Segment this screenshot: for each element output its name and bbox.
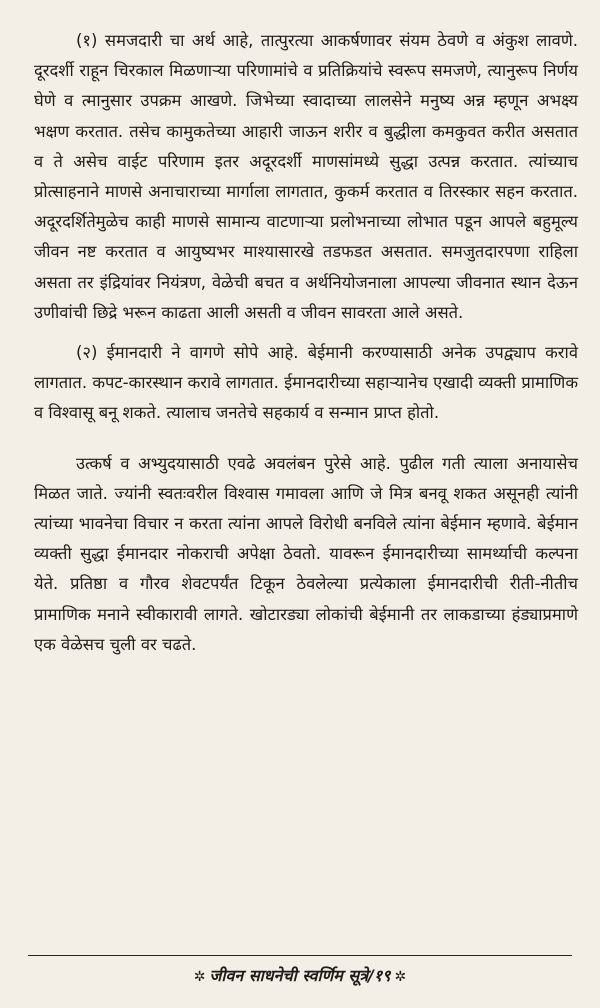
paragraph-imandari: (२) ईमानदारी ने वागणे सोपे आहे. बेईमानी करण्यासाठी अनेक उपद्व्याप करावे लागतात. कपट-कारस्थान करावे लागतात. ईमानदारीच्या सहाऱ्यानेच एखादी व्यक्ती प्रामाणिक व विश्वासू बनू शकते. त्यालाच जनतेचे सहकार्य व सन्मान प्राप्त होतो.: [34, 343, 578, 423]
footer-divider: [28, 955, 572, 956]
paragraph-utkarsh: उत्कर्ष व अभ्युदयासाठी एवढे अवलंबन पुरेसे आहे. पुढील गती त्याला अनायासेच मिळत जाते. ज्यांनी स्वतःवरील विश्वास गमावला आणि जे मित्र बनवू शकत असूनही त्यांनी त्यांच्या भावनेचा विचार न करता त्यांना आपले विरोधी बनविले त्यांना बेईमान म्हणावे. बेईमान व्यक्ती सुद्धा ईमानदार नोकराची अपेक्षा ठेवतो. यावरून ईमानदारीच्या सामर्थ्याची कल्पना येते. प्रतिष्ठा व गौरव शेवटपर्यंत टिकून ठेवलेल्या प्रत्येकाला ईमानदारीची रीती-नीतीच प्रामाणिक मनाने स्वीकारावी लागते. खोटारड्या लोकांची बेईमानी तर लाकडाच्या हंड्याप्रमाणे एक वेळेसच चुली वर चढते.: [34, 453, 578, 654]
paragraph-samajdari: (१) समजदारी चा अर्थ आहे, तात्पुरत्या आकर्षणावर संयम ठेवणे व अंकुश लावणे. दूरदर्शी राहून चिरकाल मिळणाऱ्या परिणामांचे व प्रतिक्रियांचे स्वरूप समजणे, त्यानुरूप निर्णय घेणे व त्मानुसार उपक्रम आखणे. जिभेच्या स्वादाच्या लालसेने मनुष्य अन्न म्हणून अभक्ष्य भक्षण करतात. तसेच कामुकतेच्या आहारी जाऊन शरीर व बुद्धीला कमकुवत करीत असतात व ते असेच वाईट परिणाम इतर अदूरदर्शी माणसांमध्ये सुद्धा उत्पन्न करतात. त्यांच्याच प्रोत्साहनाने माणसे अनाचाराच्या मार्गाला लागतात, कुकर्म करतात व तिरस्कार सहन करतात. अदूरदर्शितेमुळेच काही माणसे सामान्य वाटणाऱ्या प्रलोभनाच्या लोभात पडून आपले बहुमूल्य जीवन नष्ट करतात व आयुष्यभर माश्यासारखे तडफडत असतात. समजुतदारपणा राहिला असता तर इंद्रियांवर नियंत्रण, वेळेची बचत व अर्थनियोजनाला आपल्या जीवनात स्थान देऊन उणीवांची छिद्रे भरून काढता आली असती व जीवन सावरता आले असते.: [34, 31, 578, 322]
star-icon: ✲: [193, 969, 206, 985]
footer-title: जीवन साधनेची स्वर्णिम सूत्रे/१९: [209, 966, 391, 985]
page-footer: [0, 960, 600, 993]
star-icon: ✲: [394, 969, 407, 985]
